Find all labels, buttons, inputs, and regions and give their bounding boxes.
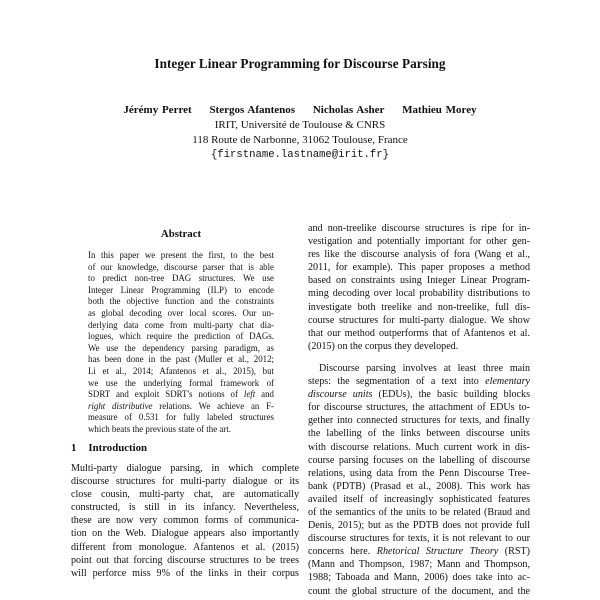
body-line: and non-treelike discourse structures is ripe for in-	[308, 223, 530, 234]
body-line: res like the discourse analysis of fora (Wang et al.,	[308, 249, 530, 261]
author-name: Nicholas Asher	[312, 104, 385, 116]
abstract-line: Li et al., 2014; Afantenos et al., 2015), but	[88, 365, 274, 376]
author-name: Jérémy Perret	[123, 104, 192, 116]
body-line	[308, 388, 530, 401]
body-line: relations, using data from the Penn Discourse Tree-	[308, 467, 530, 479]
author-email: {firstname.lastname@irit.fr}	[210, 149, 389, 161]
section-title: Introduction	[88, 442, 148, 454]
body-line: gether into connected structures for texts, and finally	[308, 415, 530, 427]
abstract-line	[88, 389, 274, 401]
body-line: different from monologue. Afantenos et al. (2015)	[71, 541, 299, 553]
body-text: (EDUs), the basic building blocks	[372, 389, 531, 401]
abstract-text: and	[255, 389, 274, 400]
author-name: Stergos Afantenos	[209, 104, 296, 116]
body-line: investigate both treelike and non-treelike, full dis-	[308, 301, 530, 313]
paragraph	[308, 222, 530, 353]
body-line: Denis, 2015); but as the PDTB does not provide full	[308, 520, 530, 532]
abstract-line: both the objective function and the constraints	[88, 296, 274, 307]
body-line: course parsing focuses on the labelling of discourse	[308, 454, 530, 466]
abstract-line: We use the dependency parsing paradigm, as	[88, 342, 274, 353]
author-list	[0, 104, 600, 116]
body-line: course structures for multi-party dialogue. We show	[308, 314, 530, 326]
abstract-line: of our knowledge, discourse parser that is able	[88, 261, 274, 272]
paragraph	[308, 362, 530, 598]
abstract-line: derlying data come from multi-party chat dia-	[88, 319, 274, 330]
abstract-line	[88, 401, 274, 413]
body-line	[308, 375, 530, 388]
author-name: Mathieu Morey	[402, 104, 477, 116]
body-line: discourse structures for texts, it is not relevant to our	[308, 533, 530, 545]
abstract-heading: Abstract	[160, 228, 202, 240]
body-emphasis: discourse units	[308, 389, 373, 401]
abstract-text: SDRT and exploit SDRT's notions of	[88, 389, 244, 400]
abstract-line: has been done in the past (Muller et al., 2012;	[88, 354, 274, 365]
abstract-line: as global decoding over local scores. Our un-	[88, 307, 274, 318]
abstract-line: In this paper we present the first, to the best	[88, 250, 274, 260]
body-line: that our method outperforms that of Afantenos et al.	[308, 327, 530, 339]
section-number: 1	[71, 442, 77, 454]
body-emphasis: elementary	[485, 376, 530, 388]
body-line: of the semantics of the units to be related (Braud and	[308, 506, 530, 518]
body-text: (RST)	[498, 546, 530, 558]
body-line: for discourse structures, the attachment of EDUs to-	[308, 402, 530, 414]
abstract-emphasis: right distributive	[88, 400, 153, 411]
body-line: 2011, for example). This paper proposes a method	[308, 262, 530, 274]
introduction-body	[71, 462, 299, 580]
body-line: with discourse relations. Much current work in dis-	[308, 441, 530, 453]
body-line: the labelling of the links between discourse units	[308, 428, 530, 440]
affiliation-institution: IRIT, Université de Toulouse & CNRS	[214, 119, 386, 131]
abstract-line: Integer Linear Programming (ILP) to encode	[88, 284, 274, 295]
paper-title: Integer Linear Programming for Discourse Parsing	[154, 56, 446, 71]
body-line: (2015) on the corpus they developed.	[308, 340, 459, 352]
body-line: close cousin, multi-party chat, are automatically	[71, 489, 299, 501]
abstract-line: we use the underlying formal framework of	[88, 377, 274, 388]
body-line: point out that forcing discourse structures to be trees	[71, 554, 299, 566]
body-text: concerns here.	[308, 546, 377, 558]
body-line: constructed, is still in its infancy. Nevertheless,	[71, 502, 299, 514]
body-line: based on constraints using Integer Linear Program-	[308, 275, 530, 287]
affiliation-address: 118 Route de Narbonne, 31062 Toulouse, France	[192, 134, 408, 146]
body-line: tion on the Web. Dialogue appears also importantly	[71, 528, 299, 540]
body-line: vestigation and potentially important for other gen-	[308, 236, 530, 248]
body-line: 1988; Taboada and Mann, 2006) does take into ac-	[308, 572, 530, 584]
abstract-emphasis: left	[243, 389, 256, 400]
body-line: will perforce miss 9% of the links in their corpus	[71, 567, 299, 579]
body-line: these are now very common forms of communica-	[71, 515, 299, 527]
body-line: count the global structure of the document, and the	[308, 585, 530, 597]
abstract-line: logues, which require the prediction of DAGs.	[88, 331, 274, 342]
body-text: steps: the segmentation of a text into	[308, 376, 486, 388]
abstract-line: which beats the previous state of the art.	[88, 423, 231, 434]
abstract-line: to predict non-tree DAG structures. We use	[88, 273, 274, 284]
abstract-body	[88, 250, 274, 436]
body-line: (Mann and Thompson, 1987; Mann and Thompson,	[308, 559, 530, 571]
body-line: availed itself of increasingly sophisticated features	[308, 493, 530, 505]
body-line	[308, 545, 530, 558]
section-heading	[71, 442, 147, 454]
body-line: discourse structures for multi-party dialogue or its	[71, 476, 299, 488]
body-line: Multi-party dialogue parsing, in which complete	[71, 463, 299, 474]
abstract-line: measure of 0.531 for fully labeled structures	[88, 412, 274, 423]
abstract-text: relations. We achieve an F-	[152, 400, 275, 411]
body-line: Discourse parsing involves at least three main	[319, 362, 530, 374]
body-line: ming decoding over local probability distributions to	[308, 288, 530, 300]
right-column-body	[308, 222, 530, 598]
body-line: bank (PDTB) (Prasad et al., 2008). This work has	[308, 480, 530, 492]
body-emphasis: Rhetorical Structure Theory	[376, 546, 499, 558]
